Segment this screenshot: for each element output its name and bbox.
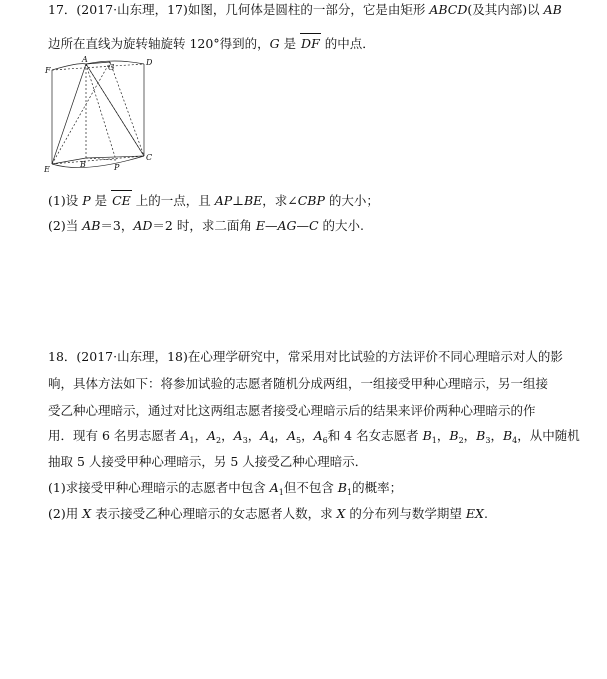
math-var: G	[269, 36, 280, 51]
math-var: A	[269, 480, 279, 495]
problem-18-line-1	[48, 349, 563, 365]
text: ，	[194, 428, 208, 443]
problem-18-line-3: 受乙种心理暗示，通过对比这两组志愿者接受心理暗示后的结果来评价两种心理暗示的作	[48, 403, 536, 418]
math-var: CBP	[297, 193, 325, 208]
text: 但不包含	[283, 480, 338, 495]
math-var: BE	[243, 193, 263, 208]
text: ，	[436, 428, 450, 443]
text: 是	[279, 36, 301, 51]
text: 的中点．	[320, 36, 375, 51]
text: 如图，几何体是圆柱的一部分，它是由矩形	[187, 2, 430, 17]
text: ，	[274, 428, 287, 443]
text: .	[483, 506, 488, 521]
math-var: A	[286, 428, 296, 443]
subscript: 4	[512, 436, 518, 445]
cylinder-figure	[44, 56, 160, 174]
problem-17-line-2	[48, 36, 375, 52]
text: 的概率；	[352, 480, 403, 495]
text: ，从中随机	[517, 428, 580, 443]
label-D: D	[146, 58, 153, 67]
text: 用．现有 6 名男志愿者	[48, 428, 181, 443]
label-F: F	[45, 66, 51, 75]
text: —	[264, 218, 278, 233]
text: (2)当	[48, 218, 83, 233]
label-P: P	[114, 163, 120, 172]
text: 的大小.	[318, 218, 364, 233]
subscript: 1	[189, 436, 195, 445]
text: 边所在直线为旋转轴旋转 120°得到的，	[48, 36, 270, 51]
problem-17-line-1	[48, 2, 562, 18]
subscript: 3	[242, 436, 248, 445]
segment-AC-solid	[86, 64, 144, 156]
subscript: 1	[278, 488, 284, 497]
text: ，	[301, 428, 314, 443]
text: (1)求接受甲种心理暗示的志愿者中包含	[48, 480, 270, 495]
math-var: A	[313, 428, 323, 443]
math-var: AB	[82, 218, 101, 233]
problem-18-question-2	[48, 506, 488, 522]
math-var: A	[260, 428, 270, 443]
subscript: 5	[295, 436, 302, 445]
segment-AE	[52, 64, 86, 164]
text: ＝2 时，求二面角	[152, 218, 256, 233]
problem-18-line-4	[48, 428, 580, 449]
text: (及其内部)以	[467, 2, 544, 17]
subscript: 2	[216, 436, 222, 445]
math-var: AD	[133, 218, 153, 233]
math-var: B	[449, 428, 459, 443]
label-G: G	[108, 63, 115, 72]
math-var: A	[207, 428, 217, 443]
text: 的大小；	[324, 193, 379, 208]
text: ，	[463, 428, 477, 443]
text: 和 4 名女志愿者	[327, 428, 423, 443]
problem-18-line-2: 响，具体方法如下：将参加试验的志愿者随机分成两组，一组接受甲种心理暗示，另一组接	[48, 376, 549, 391]
math-var: E	[255, 218, 265, 233]
problem-18-question-1	[48, 480, 402, 501]
perp-symbol: ⊥	[232, 193, 244, 208]
math-var: AP	[214, 193, 233, 208]
text: 在心理学研究中，常采用对比试验的方法评价不同心理暗示对人的影	[187, 349, 563, 364]
top-arc	[52, 61, 144, 70]
text: 上的一点，且	[131, 193, 215, 208]
label-C: C	[146, 153, 153, 162]
math-var: ABCD	[429, 2, 468, 17]
text: ，	[221, 428, 234, 443]
problem-source: (2017·山东理，17)	[76, 2, 188, 17]
text: 的分布列与数学期望	[345, 506, 466, 521]
math-var: A	[233, 428, 243, 443]
math-var: AG	[277, 218, 297, 233]
text: (1)设	[48, 193, 83, 208]
problem-source: (2017·山东理，18)	[76, 349, 188, 364]
label-E: E	[44, 165, 50, 174]
segment-AP	[86, 64, 116, 160]
math-var: B	[422, 428, 432, 443]
problem-18-line-5: 抽取 5 人接受甲种心理暗示，另 5 人接受乙种心理暗示．	[48, 454, 368, 469]
subscript: 1	[431, 436, 437, 445]
text: (2)用	[48, 506, 83, 521]
label-A: A	[82, 56, 88, 64]
chord-FD	[52, 64, 144, 70]
math-var: B	[502, 428, 513, 443]
subscript: 4	[269, 436, 275, 445]
subscript: 1	[346, 488, 353, 497]
math-var: B	[337, 480, 347, 495]
subscript: 2	[458, 436, 464, 445]
text: ，求∠	[262, 193, 298, 208]
segment-EG	[52, 62, 110, 164]
segment-GC	[110, 62, 144, 156]
problem-number: 17．	[48, 2, 77, 17]
problem-17-question-2	[48, 218, 364, 234]
text: ＝3，	[100, 218, 134, 233]
math-var: B	[476, 428, 486, 443]
subscript: 6	[322, 436, 328, 445]
math-var: EX	[465, 506, 484, 521]
problem-17-question-1	[48, 193, 379, 209]
arc-notation: CE	[112, 193, 131, 208]
text: ，	[247, 428, 261, 443]
math-var: X	[82, 506, 92, 521]
math-var: X	[336, 506, 346, 521]
text: —	[296, 218, 309, 233]
text: 表示接受乙种心理暗示的女志愿者人数，求	[91, 506, 337, 521]
math-var: C	[308, 218, 319, 233]
math-var: A	[180, 428, 190, 443]
math-var: AB	[543, 2, 562, 17]
problem-number: 18．	[48, 349, 77, 364]
math-var: P	[82, 193, 91, 208]
subscript: 3	[485, 436, 491, 445]
arc-notation: DF	[301, 36, 320, 51]
label-B: B	[80, 160, 86, 169]
text: 是	[90, 193, 112, 208]
text: ，	[490, 428, 503, 443]
